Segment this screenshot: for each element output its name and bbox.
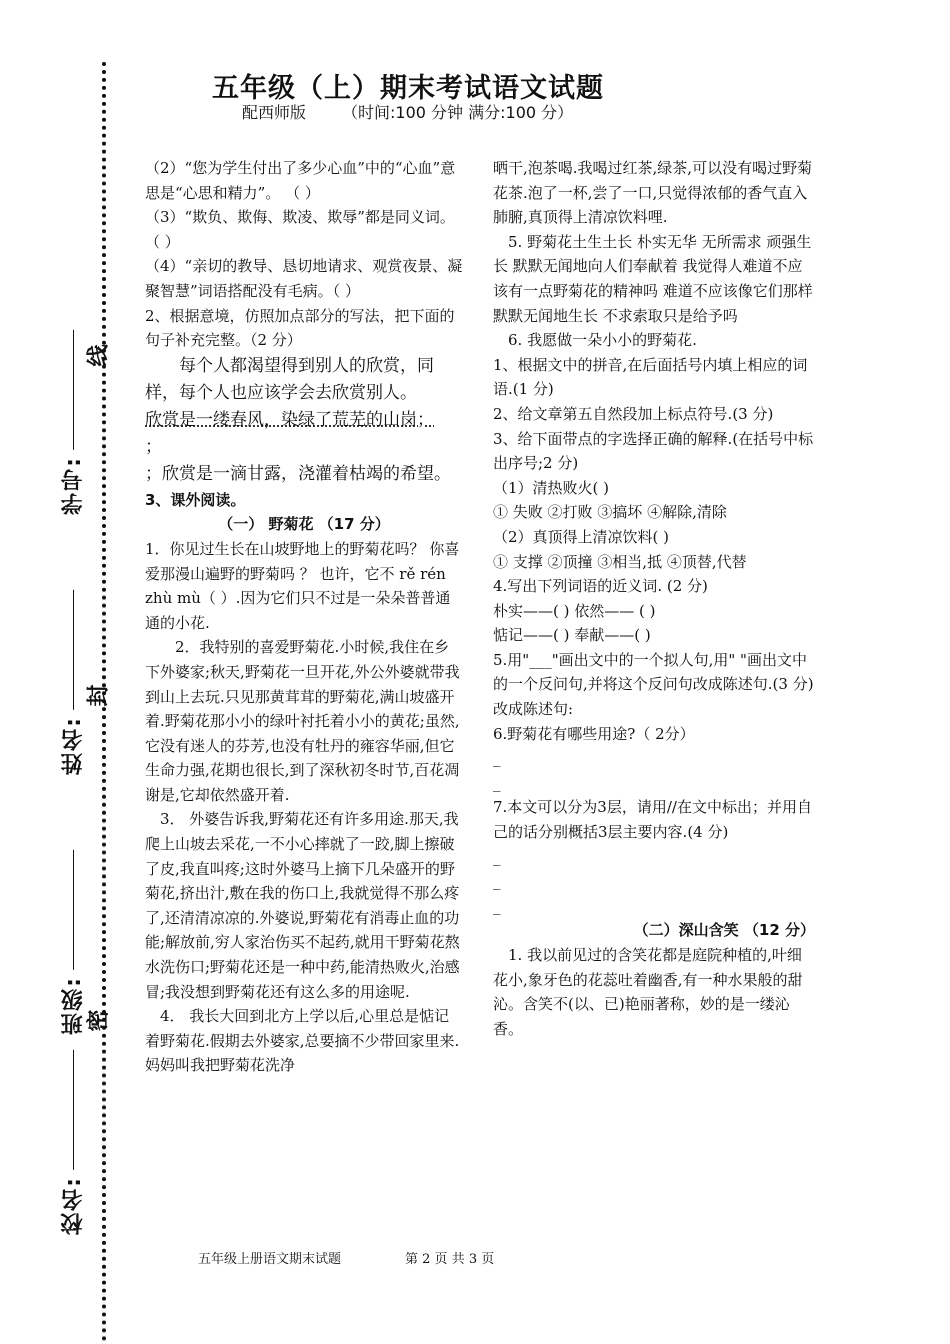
passage-paragraph-1: 1．你见过生长在山坡野地上的野菊花吗？ 你喜爱那漫山遍野的野菊吗 ？ 也许，它不 rě rén zhù mù（ ）.因为它们只不过是一朵朵普普通通的小花. (145, 539, 460, 632)
reading-question-2: 2、给文章第五自然段加上标点符号.(3 分) (493, 404, 774, 423)
reading-question-6: 6.野菊花有哪些用途?（ 2分） (493, 724, 695, 743)
reading-question-4-row-1: 朴实——( ) 依然—— ( ) (493, 601, 656, 620)
section-3-heading: 3、课外阅读。 (145, 490, 246, 509)
reading-question-3-2: （2）真顶得上清凉饮料( ) (493, 527, 670, 546)
time-score-label: （时间:100 分钟 满分:100 分） (342, 103, 574, 122)
seal-seal-char: 封 (86, 684, 112, 707)
answer-line: _ (493, 773, 501, 792)
passage-paragraph-6: 6. 我愿做一朵小小的野菊花. (508, 331, 697, 350)
reading-question-5-answer-label: 改成陈述句: (493, 700, 574, 719)
page-footer (198, 1248, 558, 1267)
question-judge-4: （4）“亲切的教导、恳切地请求、观赏夜景、凝聚智慧”词语搭配没有毛病。（ ） (145, 257, 463, 300)
name-label: 姓名: (58, 590, 89, 775)
footer-page-number: 第 2 页 共 3 页 (405, 1252, 495, 1267)
passage-paragraph-5: 5. 野菊花土生土长 朴实无华 无所需求 顽强生长 默默无闻地向人们奉献着 我觉得人难道不应该有一点野菊花的精神吗 难道不应该像它们那样默默无闻地生长 不求索取只是给予吗 (493, 232, 813, 325)
student-id-label: 学号: (58, 330, 89, 515)
question-2-example-2: ；欣赏是一滴甘露，浇灌着枯竭的希望。 (145, 463, 451, 484)
reading-question-3-1: （1）清热败火( ) (493, 478, 610, 497)
left-column (145, 156, 463, 1078)
question-2-example: 欣赏是一缕春风，染绿了荒芜的山岗； (145, 409, 434, 430)
reading-1-title: （一） 野菊花 （17 分） (218, 515, 390, 534)
passage-paragraph-4: 4． 我长大回到北方上学以后,心里总是惦记着野菊花.假期去外婆家,总要摘不少带回家里来.妈妈叫我把野菊花洗净 (145, 1007, 460, 1075)
reading-question-1: 1、根据文中的拼音,在后面括号内填上相应的词语.(1 分) (493, 355, 808, 399)
question-2-prompt: 2、根据意境，仿照加点部分的写法，把下面的句子补充完整。（2 分） (145, 306, 455, 350)
question-2-blank: ； (145, 436, 162, 457)
footer-title: 五年级上册语文期末试题 (198, 1252, 342, 1267)
school-label: 校名: (58, 1050, 89, 1235)
reading-2-title: （二）深山含笑 （12 分） (633, 921, 815, 940)
passage-paragraph-2: 2．我特别的喜爱野菊花.小时候,我住在乡下外婆家;秋天,野菊花一旦开花,外公外婆就带我到山上去玩.只见那黄茸茸的野菊花,满山坡盛开着.野菊花那小小的绿叶衬托着小小的黄花;虽然,它没有迷人的芬芳,也没有牡丹的雍容华丽,但它生命力强,花期也很长,到了深秋初冬时节,百花凋谢是,它却依然盛开着. (145, 638, 460, 804)
right-column (493, 156, 815, 1041)
edition-label: 配西师版 (242, 103, 307, 122)
reading-question-4-row-2: 惦记——( ) 奉献——( ) (493, 626, 651, 645)
question-judge-2: （2）“您为学生付出了多少心血”中的“心血”意思是“心思和精力”。 （ ） (145, 159, 456, 202)
answer-line: _ (493, 749, 501, 768)
question-judge-3: （3）“欺负、欺侮、欺凌、欺辱”都是同义词。 （ ） (145, 208, 455, 251)
answer-line: _ (493, 847, 501, 866)
passage-paragraph-4-cont: 晒干,泡茶喝.我喝过红茶,绿茶,可以没有喝过野菊花茶.泡了一杯,尝了一口,只觉得浓郁的香气直入肺腑,真顶得上清凉饮料哩. (493, 159, 813, 227)
class-label: 班级: (58, 850, 89, 1035)
answer-line: _ (493, 896, 501, 915)
reading-question-7: 7.本文可以分为3层，请用//在文中标出；并用自己的话分别概括3层主要内容.(4 分) (493, 798, 812, 842)
reading-question-3-2-options: ① 支撑 ②顶撞 ③相当,抵 ④顶替,代替 (493, 552, 747, 571)
reading-question-3-1-options: ① 失败 ②打败 ③搞坏 ④解除,清除 (493, 503, 727, 522)
reading-question-5: 5.用"___"画出文中的一个拟人句,用" "画出文中的一个反问句,并将这个反问句改成陈述句.(3 分) (493, 650, 814, 694)
seal-line-char: 线 (86, 344, 112, 367)
passage-paragraph-3: 3． 外婆告诉我,野菊花还有许多用途.那天,我爬上山坡去采花,一不小心摔就了一跤,脚上擦破了皮,我直叫疼;这时外婆马上摘下几朵盛开的野菊花,挤出汁,敷在我的伤口上,我就觉得不那么疼了,还清清凉凉的.外婆说,野菊花有消毒止血的功能;解放前,穷人家治伤买不起药,就用干野菊花熬水洗伤口;野菊花还是一种中药,能清热败火,治感冒;我没想到野菊花还有这么多的用途呢. (145, 810, 460, 1001)
reading-question-4: 4.写出下列词语的近义词. (2 分) (493, 577, 708, 596)
reading-question-3: 3、给下面带点的字选择正确的解释.(在括号中标出序号;2 分) (493, 429, 814, 473)
page-subtitle (242, 100, 609, 123)
seal-secret-char: 密 (86, 1009, 112, 1032)
answer-line: _ (493, 872, 501, 891)
reading-2-paragraph-1: 1. 我以前见过的含笑花都是庭院种植的,叶细花小,象牙色的花蕊吐着幽香,有一种水果般的甜沁。含笑不(以、已)艳丽著称，妙的是一缕沁香。 (493, 946, 803, 1038)
page-title: 五年级（上）期末考试语文试题 (212, 73, 604, 104)
question-2-text: 每个人都渴望得到别人的欣赏，同样，每个人也应该学会去欣赏别人。 (145, 355, 434, 403)
